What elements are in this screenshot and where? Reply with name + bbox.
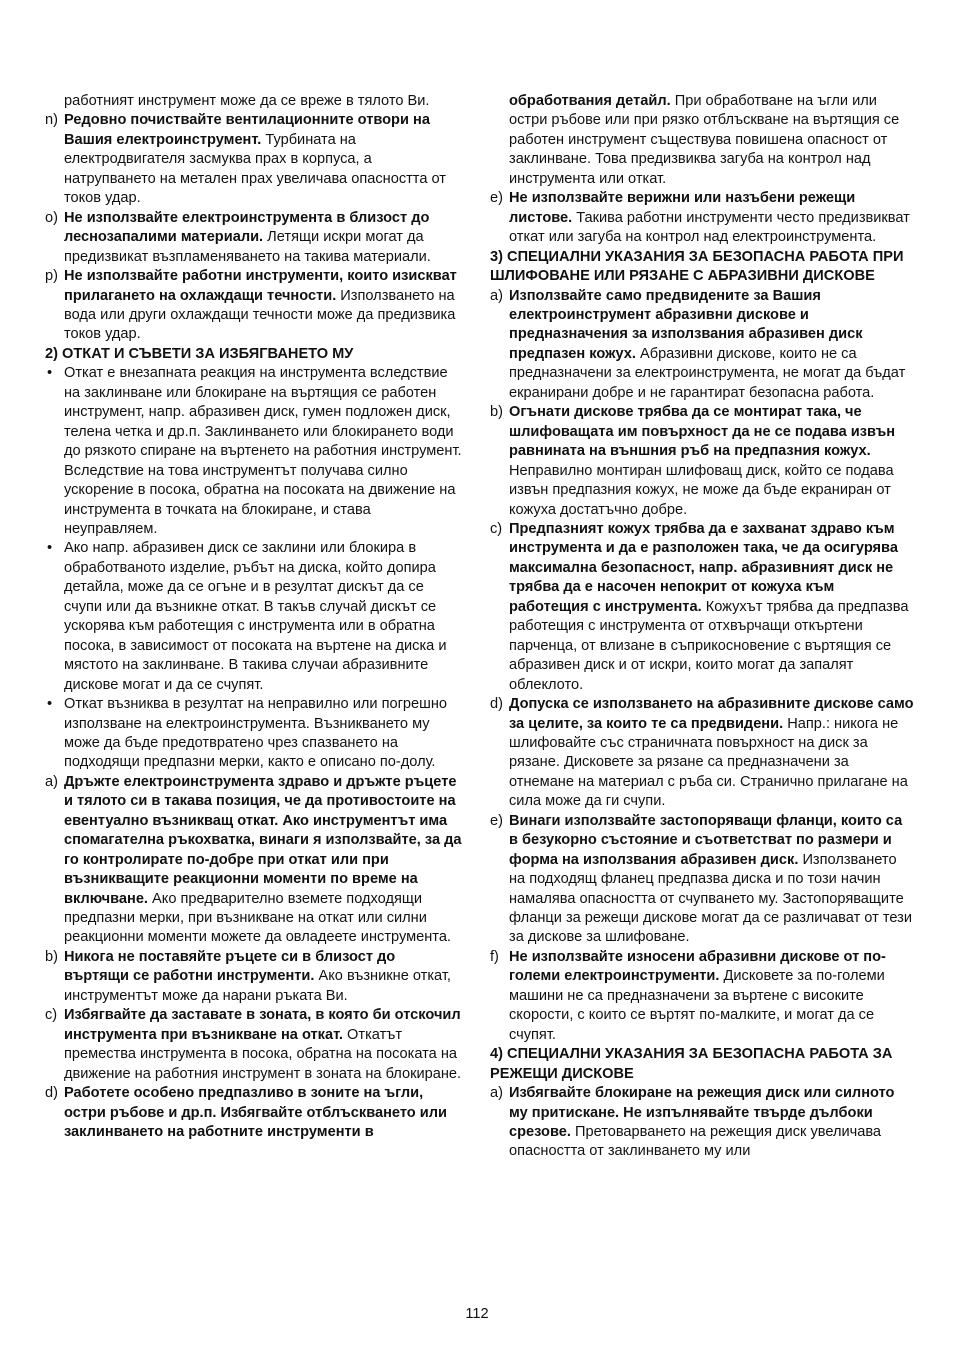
- item-text: Откатът премества инструмента в посока, обратна на посоката на движение на работния инструмент в зоната на блокиране.: [64, 1026, 462, 1082]
- right-column: [490, 92, 914, 1162]
- item-text: Дисковете за по-големи машини не са предназначени за въртене с високите скорости, с които се въртят по-малките, и могат да се счупят.: [509, 968, 885, 1043]
- paragraph-bold-text: обработвания детайл.: [509, 93, 671, 109]
- item-bold-text: Редовно почиствайте вентилационните отвори на Вашия електроинструмент.: [64, 112, 430, 148]
- item-label: e): [490, 190, 503, 207]
- item-text: Използването на подходящ фланец предпазва диска и по този начин намалява опасността от счупването му. Застопоряващите фланци за режещи дискове могат да се различават от тези за дискове за шлифоване.: [509, 851, 912, 946]
- list-item-p: [45, 267, 464, 345]
- item-bold-text: Никога не поставяйте ръцете си в близост до въртящи се работни инструменти.: [64, 948, 396, 985]
- bullet-icon: •: [47, 696, 53, 713]
- item-bold-text: Дръжте електроинструмента здраво и дръжте ръцете и тялото си в такава позиция, че да противостоите на евентуално възникващ откат. Ако инструментът има спомагателна ръкохватка, винаги я използвайте, за да го контролирате по-добре при откат или при възникващите реакционни моменти по време на включване.: [64, 773, 462, 907]
- list-item-c: [45, 1006, 464, 1084]
- item-bold-text: Предпазният кожух трябва да е захванат здраво към инструмента и да е разположен така, че да осигурява максимална безопасност, напр. абразивният диск не трябва да е насочен непокрит от кожуха към работещия с инструмента.: [509, 520, 898, 615]
- left-column: [45, 92, 464, 1142]
- bullet-icon: •: [47, 365, 53, 382]
- item-text: Турбината на електродвигателя засмуква прах в корпуса, а натрупването на метален прах увеличава опасността от токов удар.: [64, 131, 446, 207]
- item-text: Такива работни инструменти често предизвикват откат или загуба на контрол над електроинструмента.: [509, 209, 910, 246]
- bullet-item: [47, 364, 464, 539]
- section-heading-4: 4) СПЕЦИАЛНИ УКАЗАНИЯ ЗА БЕЗОПАСНА РАБОТА ЗА РЕЖЕЩИ ДИСКОВЕ: [490, 1046, 893, 1082]
- item-text: Ако възникне откат, инструментът може да нарани ръката Ви.: [64, 968, 451, 1004]
- item-label: b): [45, 948, 58, 965]
- item-bold-text: Не използвайте верижни или назъбени режещи листове.: [509, 190, 856, 226]
- item-label: d): [490, 696, 503, 713]
- section-heading-2: 2) ОТКАТ И СЪВЕТИ ЗА ИЗБЯГВАНЕТО МУ: [45, 345, 354, 362]
- item-label: a): [490, 1085, 503, 1102]
- item-text: Абразивни дискове, които не са предназначени за електроинструмента, не могат да бъдат екранирани добре и не гарантират безопасна работа.: [509, 345, 906, 401]
- item-label: a): [490, 287, 503, 304]
- bullet-item: [47, 539, 464, 695]
- item-label: p): [45, 268, 58, 285]
- list-item-o: [45, 209, 464, 267]
- item-text: Напр.: никога не шлифовайте със страничната повърхност на диск за рязане. Дисковете за рязане са предназначени за отнемане на материал с ръба си. Странично прилагане на сила може да ги счупи.: [509, 715, 908, 810]
- item-bold-text: Допуска се използването на абразивните дискове само за целите, за които те са предвидени.: [509, 696, 914, 732]
- paragraph-continuation: [64, 92, 464, 111]
- list-item-a: [490, 1084, 914, 1162]
- list-item-b: [45, 948, 464, 1006]
- bullet-text: Ако напр. абразивен диск се заклини или блокира в обработваното изделие, ръбът на диска, който допира детайла, може да се огъне и в резултат дискът да се счупи или да възникне откат. В такъв случай дискът се ускорява към работещия с инструмента или в обратна посока, в зависимост от посоката на въртене на диска и мястото на заклинване. В такива случаи абразивните дискове могат и да се счупят.: [64, 540, 447, 693]
- list-item-d: [490, 695, 914, 812]
- item-text: Кожухът трябва да предпазва работещия с инструмента от отхвърчащи откъртени парченца, от влизане в съприкосновение с въртящия се абразивен диск и от искри, които могат да запалят облеклото.: [509, 598, 909, 693]
- item-label: n): [45, 112, 58, 129]
- item-text: Ако предварително вземете подходящи предпазни мерки, при възникване на откат или силни реакционни моменти можете да овладеете инструмента.: [64, 890, 451, 946]
- paragraph-text: При обработване на ъгли или остри ръбове или при рязко отблъскване на въртящия се работен инструмент съществува повишена опасност от заклинване. Това предизвиква загуба на контрол над инструмента или откат.: [509, 93, 900, 187]
- list-item-a: [490, 287, 914, 404]
- item-label: a): [45, 773, 58, 790]
- item-bold-text: Не използвайте износени абразивни дискове от по-големи електроинструменти.: [509, 948, 886, 985]
- item-label: f): [490, 948, 499, 965]
- list-item-c: [490, 520, 914, 695]
- list-item-e: [490, 812, 914, 948]
- list-item-d: [45, 1084, 464, 1142]
- item-bold-text: Избягвайте да заставате в зоната, в която би отскочил инструмента при възникване на откат.: [64, 1007, 461, 1043]
- bullet-text: Откат възниква в резултат на неправилно или погрешно използване на електроинструмента. Възникването му може да бъде предотвратено чрез спазването на подходящи предпазни мерки, както е описано по-долу.: [64, 696, 448, 771]
- item-bold-text: Избягвайте блокиране на режещия диск или силното му притискане. Не изпълнявайте твърде дълбоки срезове.: [509, 1085, 895, 1141]
- item-text: Летящи искри могат да предизвикат възпламеняването на такива материали.: [64, 229, 431, 265]
- item-text: Използването на вода или други охлаждащи течности може да предизвика токов удар.: [64, 287, 456, 343]
- bullet-item: [47, 695, 464, 773]
- item-bold-text: Използвайте само предвидените за Вашия електроинструмент абразивни дискове и предназначения за използвания абразивен диск предпазен кожух.: [509, 287, 863, 362]
- paragraph-continuation: [509, 92, 914, 189]
- section-heading-3: 3) СПЕЦИАЛНИ УКАЗАНИЯ ЗА БЕЗОПАСНА РАБОТА ПРИ ШЛИФОВАНЕ ИЛИ РЯЗАНЕ С АБРАЗИВНИ ДИСКОВЕ: [490, 248, 904, 285]
- item-label: c): [45, 1007, 58, 1024]
- list-item-f: [490, 948, 914, 1045]
- item-bold-text: Не използвайте работни инструменти, които изискват прилагането на охлаждащи течности.: [64, 268, 457, 304]
- item-label: d): [45, 1085, 58, 1102]
- item-label: e): [490, 812, 503, 829]
- page-number: 112: [465, 1306, 489, 1322]
- bullet-text: Откат е внезапната реакция на инструмента вследствие на заклинване или блокиране на въртящия се работен инструмент, напр. абразивен диск, гумен подложен диск, телена четка и др.п. Заклинването или блокирането води до рязкото спиране на въртенето на работния инструмент. Вследствие на това инструментът получава силно ускорение в посока, обратна на посоката на движение на инструмента в точката на блокиране, и става неуправляем.: [64, 365, 462, 537]
- item-text: Неправилно монтиран шлифоващ диск, който се подава извън предпазния кожух, не може да бъде екраниран от кожуха достатъчно добре.: [509, 462, 894, 518]
- item-bold-text: Работете особено предпазливо в зоните на ъгли, остри ръбове и др.п. Избягвайте отблъскването или заклинването на работните инструменти в: [64, 1085, 447, 1141]
- item-bold-text: Не използвайте електроинструмента в близост до леснозапалими материали.: [64, 209, 430, 246]
- item-label: b): [490, 404, 503, 421]
- list-item-a: [45, 773, 464, 948]
- list-item-e: [490, 189, 914, 247]
- list-item-b: [490, 403, 914, 520]
- item-text: Претоварването на режещия диск увеличава опасността от заклинването му или: [509, 1124, 882, 1160]
- item-label: o): [45, 209, 58, 226]
- item-bold-text: Огънати дискове трябва да се монтират така, че шлифоващата им повърхност да не се подава извън равнината на външния ръб на предпазния кожух.: [509, 404, 896, 460]
- item-label: c): [490, 520, 503, 537]
- paragraph-text: работният инструмент може да се вреже в тялото Ви.: [64, 93, 430, 109]
- item-bold-text: Винаги използвайте застопоряващи фланци, които са в безукорно състояние и съответстват по размери и форма на използвания абразивен диск.: [509, 812, 903, 868]
- bullet-icon: •: [47, 540, 53, 557]
- list-item-n: [45, 111, 464, 208]
